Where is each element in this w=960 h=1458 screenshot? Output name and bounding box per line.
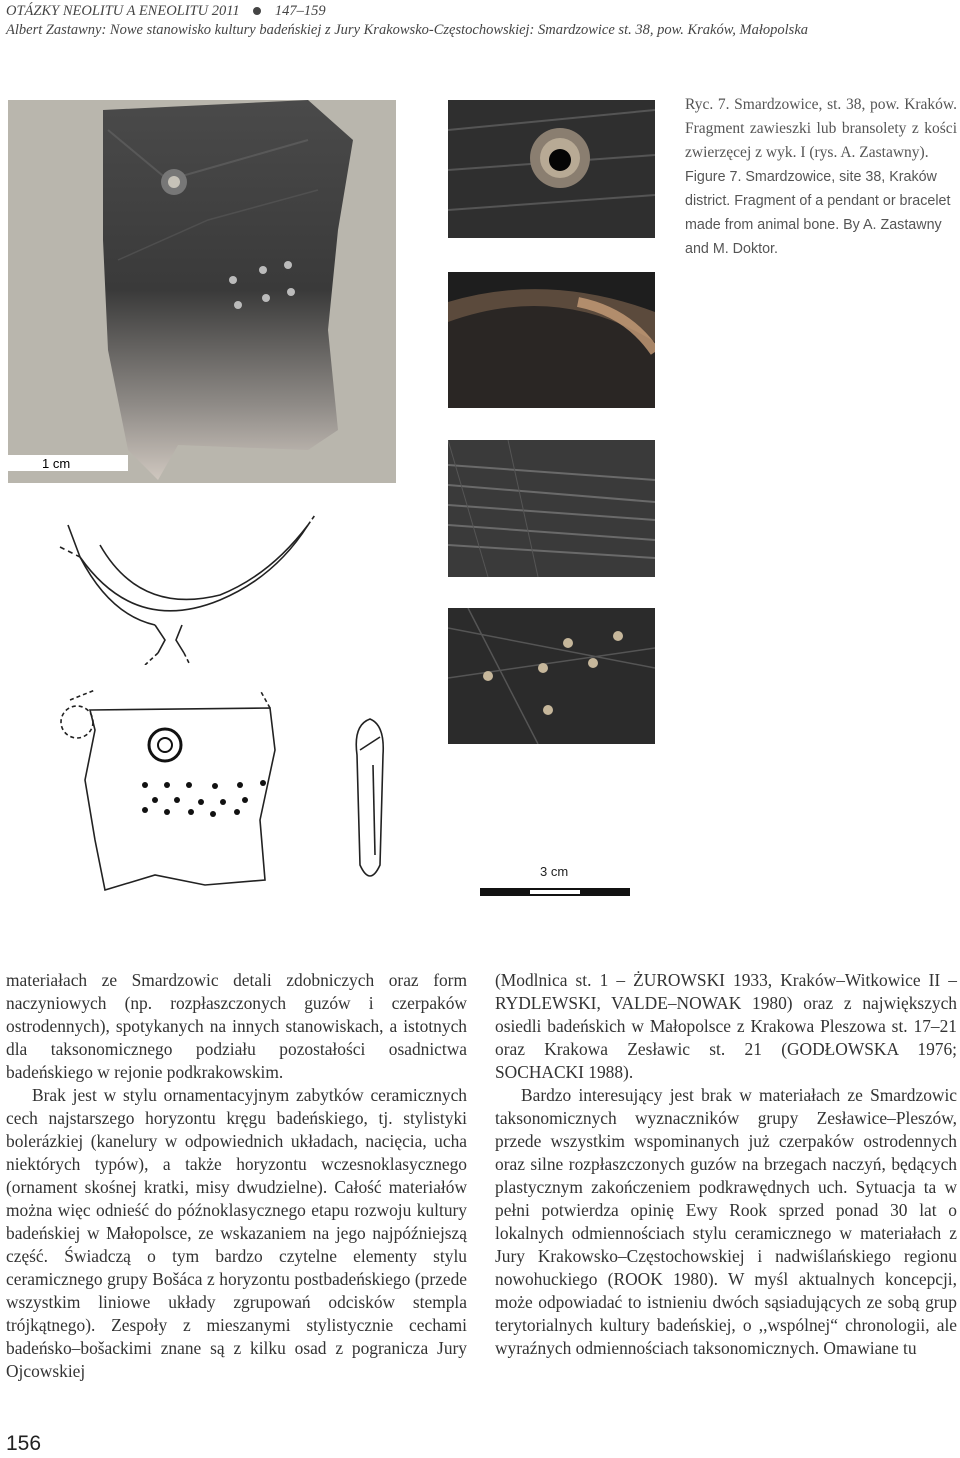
caption-polish: Ryc. 7. Smardzowice, st. 38, pow. Kraków. Fragment zawieszki lub bransolety z kości zwierzęcej z wyk. I (rys. A. Zastawny). <box>685 96 957 161</box>
drawing-scale-label: 3 cm <box>540 864 569 879</box>
running-header <box>6 2 808 40</box>
photo-detail-surface <box>448 440 655 577</box>
left-paragraph-2: Brak jest w stylu ornamentacyjnym zabytków ceramicznych cech najstarszego horyzontu kręgu badeńskiego, tj. stylistyki bolerázkiej (kanelury w odpowiednich układach, nacięcia, ucha niektórych typów), a także horyzontu wczesnoklasycznego (ornament skośnej kratki, misy dwudzielne). Całość materiałów można więc odnieść do późnoklasycznego etapu rozwoju kultury badeńskiej w Małopolsce, ze wskazaniem na jego najpóźniejszą część. Świadczą o tym bardzo czytelne elementy stylu ceramicznego grupy Bošáca z horyzontu postbadeńskiego (przede wszystkim liniowe układy zgrupowań odcisków stempla trójkątnego). Zespoły z mieszanymi stylistycznie cechami badeńsko–bošackimi znane są z kilku osad z pogranicza Jury Ojcowskiej <box>6 1085 467 1381</box>
photo-detail-edge <box>448 272 655 408</box>
article-title: Albert Zastawny: Nowe stanowisko kultury badeńskiej z Jury Krakowsko-Częstochowskiej: Smardzowice st. 38, pow. Kraków, Małopolska <box>6 22 809 38</box>
drawing-cross-section <box>40 515 340 665</box>
drawing-side-profile <box>345 715 395 890</box>
photo-scale-label: 1 cm <box>42 456 71 471</box>
photo-detail-dots <box>448 608 655 744</box>
journal-title: OTÁZKY NEOLITU A ENEOLITU 2011 <box>6 3 240 19</box>
drawing-front-view <box>55 690 345 895</box>
photo-detail-perforation <box>448 100 655 238</box>
right-paragraph-2: Bardzo interesujący jest brak w materiałach ze Smardzowic taksonomicznych wyznaczników grupy Zesławice–Pleszów, przede wszystkim wspominanych już czerpaków ostrodennych oraz silne rozpłaszczonych guzów na brzegach naczyń, będących plastycznym zakończeniem podkrawędnych uch. Sytuacja ta w pełni potwierdza opinię Ewy Rook sprzed ponad 30 lat o lokalnych odmiennościach stylu ceramicznego w materiałach z Jury Krakowsko–Częstochowskiej i nadwiślańskiego regionu nowohuckiego (ROOK 1980). W myśl aktualnych koncepcji, może odpowiadać to istnieniu dwóch sąsiadujących ze sobą grup terytorialnych kultury badeńskiej, o ,,wspólnej“ chronologii, ale wyraźnych odmiennościach taksonomicznych. Omawiane tu <box>495 1085 957 1358</box>
figure-caption <box>685 93 957 261</box>
right-paragraph-1: (Modlnica st. 1 – ŻUROWSKI 1933, Kraków–Witkowice II – RYDLEWSKI, VALDE–NOWAK 1980) oraz z największych osiedli badeńskich w Małopolsce z Krakowa Pleszowa st. 17–21 oraz Krakowa Zesławic st. 21 (GODŁOWSKA 1976; SOCHACKI 1988). <box>495 970 957 1082</box>
photo-main <box>8 100 396 483</box>
drawing-scale-bar <box>480 883 630 891</box>
bullet-icon <box>253 7 261 15</box>
page-range: 147–159 <box>274 3 326 19</box>
caption-english: Figure 7. Smardzowice, site 38, Kraków district. Fragment of a pendant or bracelet made from animal bone. By A. Zastawny and M. Doktor. <box>685 169 951 257</box>
right-column <box>495 969 957 1360</box>
left-paragraph-1: materiałach ze Smardzowic detali zdobniczych oraz form naczyniowych (np. rozpłaszczonych guzów i czerpaków ostrodennych), spotykanych na innych stanowiskach, a istotnych dla taksonomicznego podziału pozostałości osadnictwa badeńskiego w rejonie podkrakowskim. <box>6 970 467 1082</box>
page-number: 156 <box>6 1432 42 1455</box>
left-column <box>6 969 467 1383</box>
